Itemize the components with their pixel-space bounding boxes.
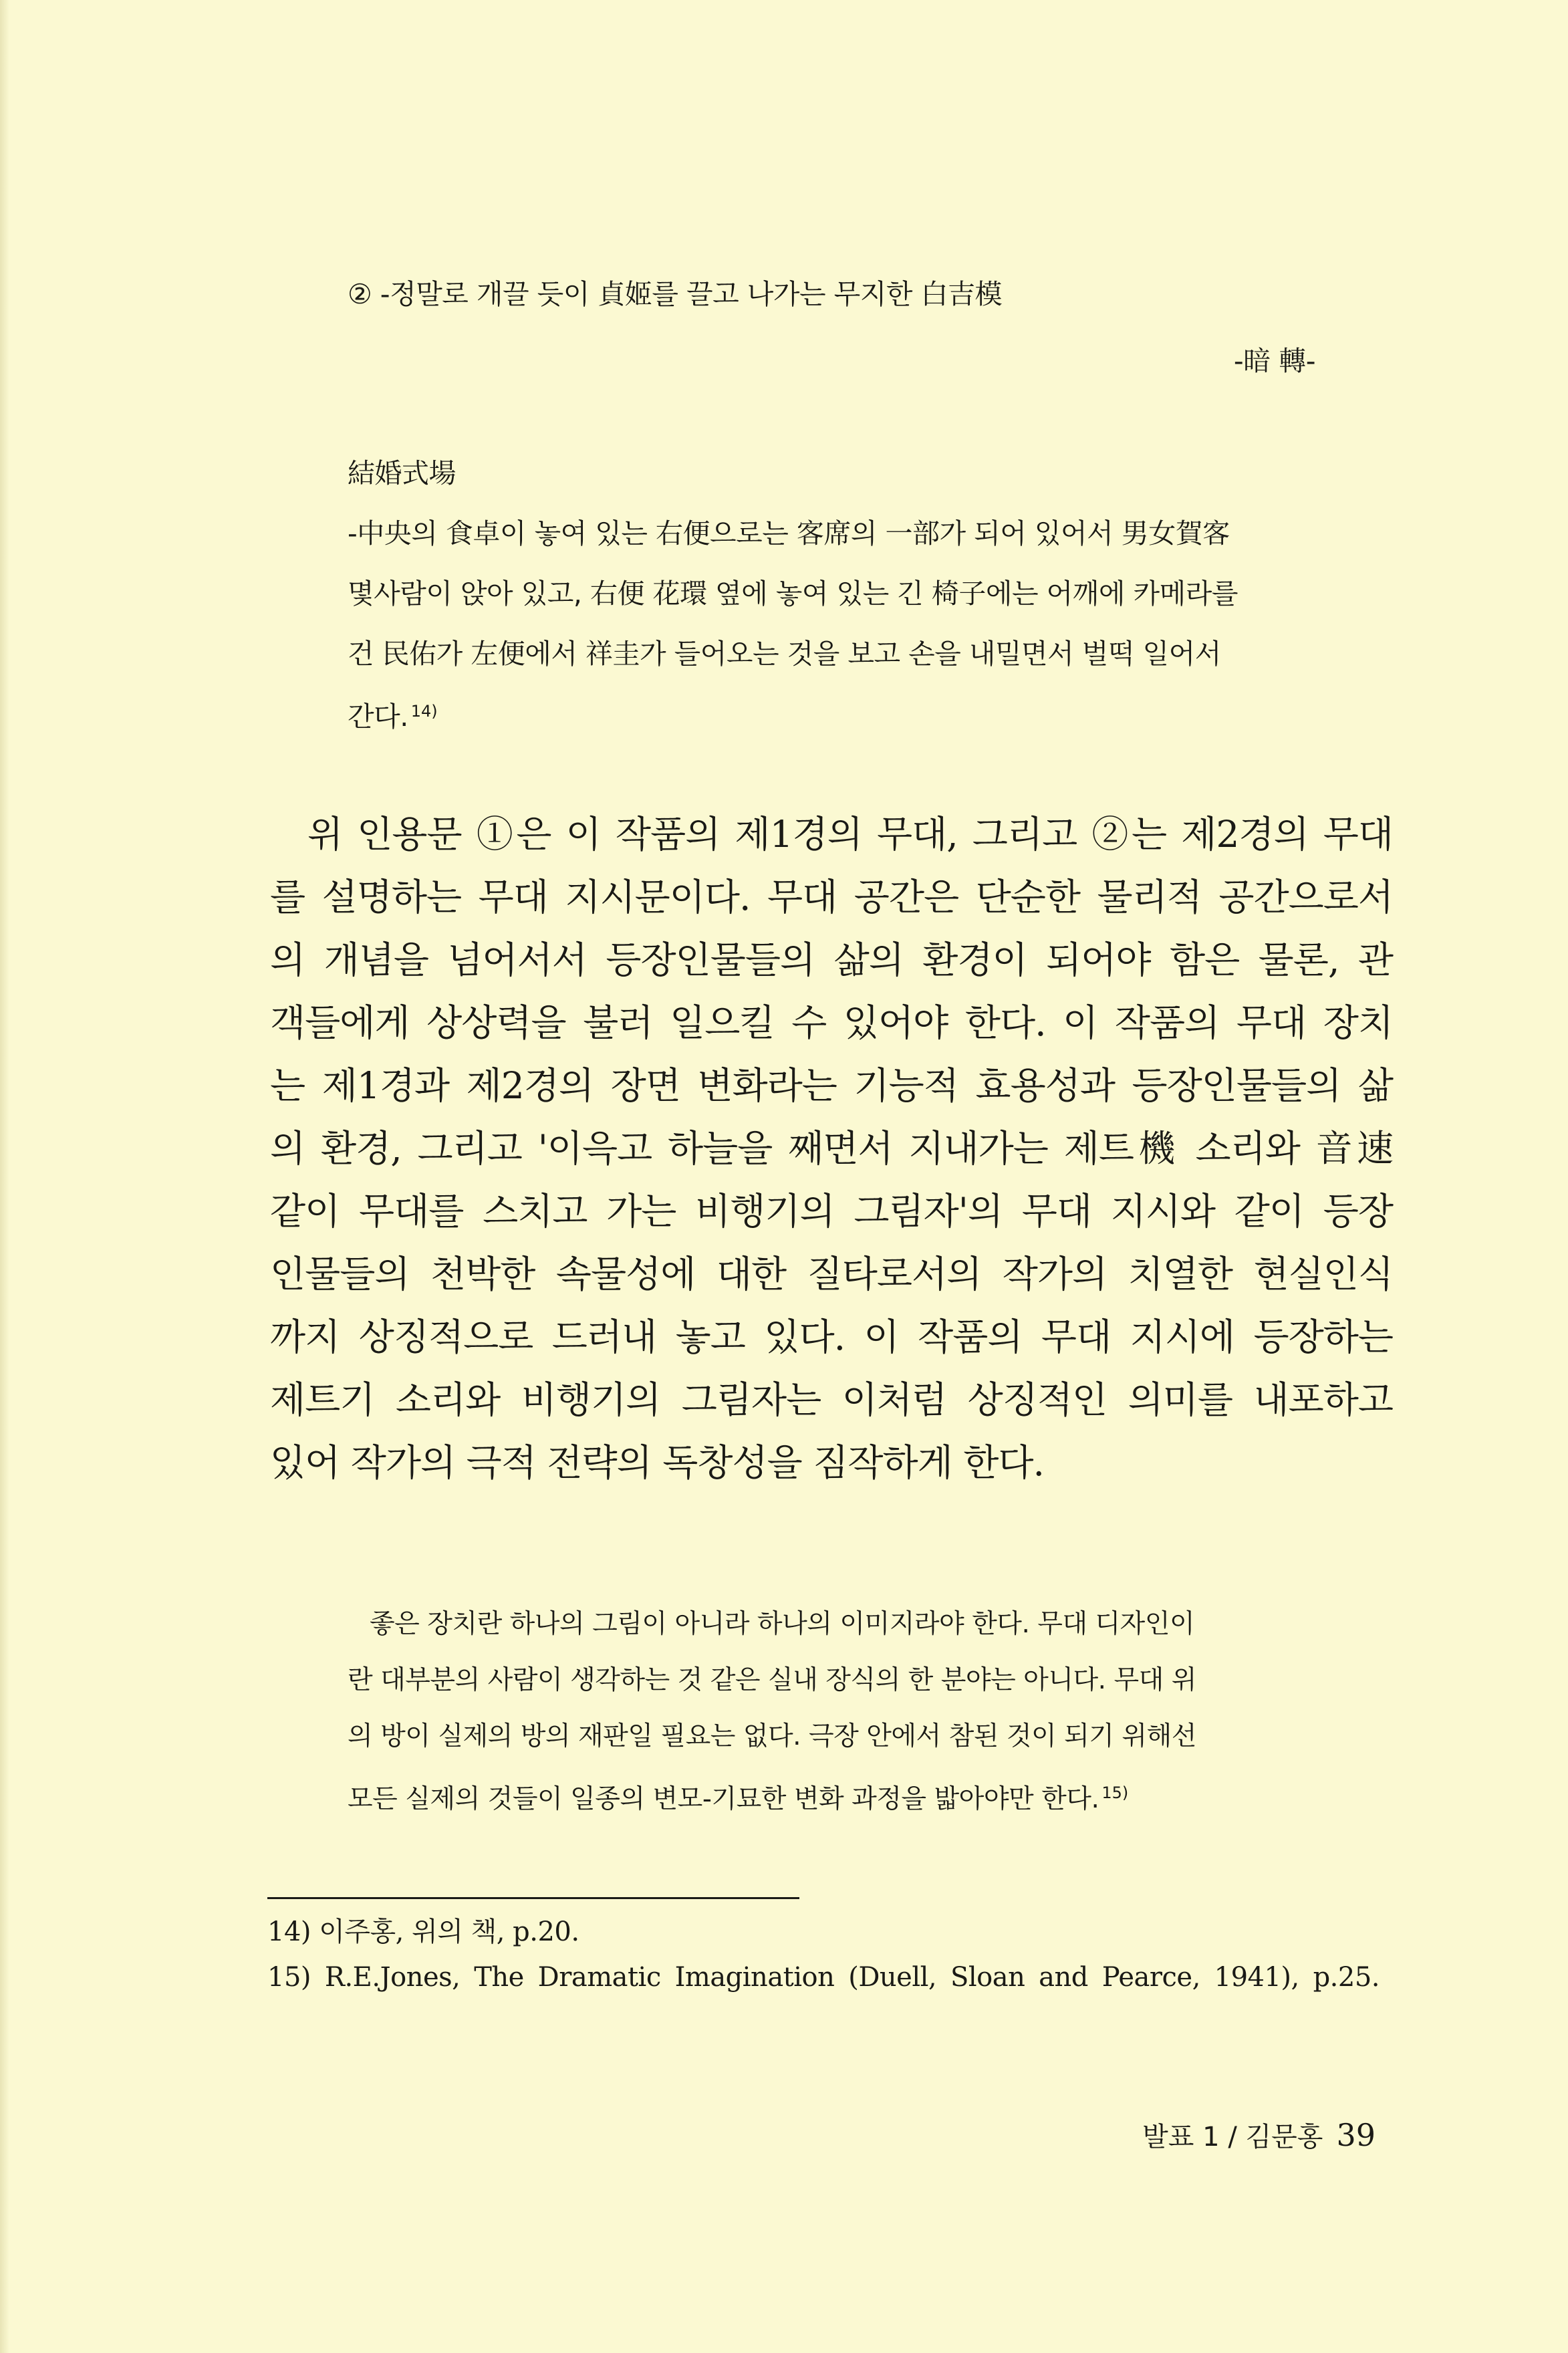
footnote-15: 15) R.E.Jones, The Dramatic Imagination (Duell, Sloan and Pearce, 1941), p.25. (267, 1962, 1380, 1993)
body-line: 의 개념을 넘어서서 등장인물들의 삶의 환경이 되어야 함은 물론, 관 (270, 939, 1393, 981)
citation-line: 란 대부분의 사람이 생각하는 것 같은 실내 장식의 한 분야는 아니다. 무대 위 (348, 1665, 1196, 1695)
stage-direction-line: 몇사람이 앉아 있고, 右便 花環 옆에 놓여 있는 긴 椅子에는 어깨에 카메라를 (348, 578, 1238, 610)
stage-direction-scene2: ② -정말로 개끌 듯이 貞姬를 끌고 나가는 무지한 白吉模 (348, 278, 1003, 310)
body-line-last: 있어 작가의 극적 전략의 독창성을 짐작하게 한다. (270, 1441, 1044, 1484)
body-line: 객들에게 상상력을 불러 일으킬 수 있어야 한다. 이 작품의 무대 장치 (270, 1001, 1393, 1044)
footnote-ref-14: 14) (410, 702, 438, 721)
footnote-14: 14) 이주홍, 위의 책, p.20. (267, 1916, 579, 1947)
citation-line: 좋은 장치란 하나의 그림이 아니라 하나의 이미지라야 한다. 무대 디자인이 (370, 1609, 1195, 1639)
page-edge (0, 0, 9, 2353)
stage-direction-place-heading: 結婚式場 (348, 457, 456, 489)
footer-label: 발표 1 / 김문홍 (1142, 2122, 1323, 2152)
stage-direction-line: -中央의 食卓이 놓여 있는 右便으로는 客席의 一部가 되어 있어서 男女賀客 (348, 517, 1230, 549)
body-line: 위 인용문 ①은 이 작품의 제1경의 무대, 그리고 ②는 제2경의 무대 (307, 813, 1393, 856)
page-number: 39 (1336, 2117, 1376, 2153)
body-line: 제트기 소리와 비행기의 그림자는 이처럼 상징적인 의미를 내포하고 (270, 1378, 1393, 1421)
stage-direction-line: 건 民佑가 左便에서 祥圭가 들어오는 것을 보고 손을 내밀면서 벌떡 일어서 (348, 638, 1221, 670)
body-line: 의 환경, 그리고 '이윽고 하늘을 째면서 지내가는 제트機 소리와 音速 (270, 1127, 1393, 1170)
running-footer (1142, 2119, 1376, 2153)
footnote-ref-15: 15) (1101, 1783, 1129, 1802)
stage-direction-line-last: 간다. $^{14)}$ (348, 701, 438, 733)
citation-line: 의 방이 실제의 방의 재판일 필요는 없다. 극장 안에서 참된 것이 되기 위해선 (348, 1721, 1196, 1751)
body-line: 같이 무대를 스치고 가는 비행기의 그림자'의 무대 지시와 같이 등장 (270, 1190, 1393, 1233)
body-line: 까지 상징적으로 드러내 놓고 있다. 이 작품의 무대 지시에 등장하는 (270, 1316, 1393, 1358)
citation-line-last: 모든 실제의 것들이 일종의 변모-기묘한 변화 과정을 밟아야만 한다. $^{15)}$ (348, 1783, 1129, 1814)
body-line: 를 설명하는 무대 지시문이다. 무대 공간은 단순한 물리적 공간으로서 (270, 876, 1393, 918)
footnote-divider (267, 1897, 799, 1899)
body-line: 는 제1경과 제2경의 장면 변화라는 기능적 효용성과 등장인물들의 삶 (270, 1064, 1393, 1107)
body-line: 인물들의 천박한 속물성에 대한 질타로서의 작가의 치열한 현실인식 (270, 1253, 1393, 1295)
stage-direction-dark-transition: -暗 轉- (1233, 345, 1315, 377)
